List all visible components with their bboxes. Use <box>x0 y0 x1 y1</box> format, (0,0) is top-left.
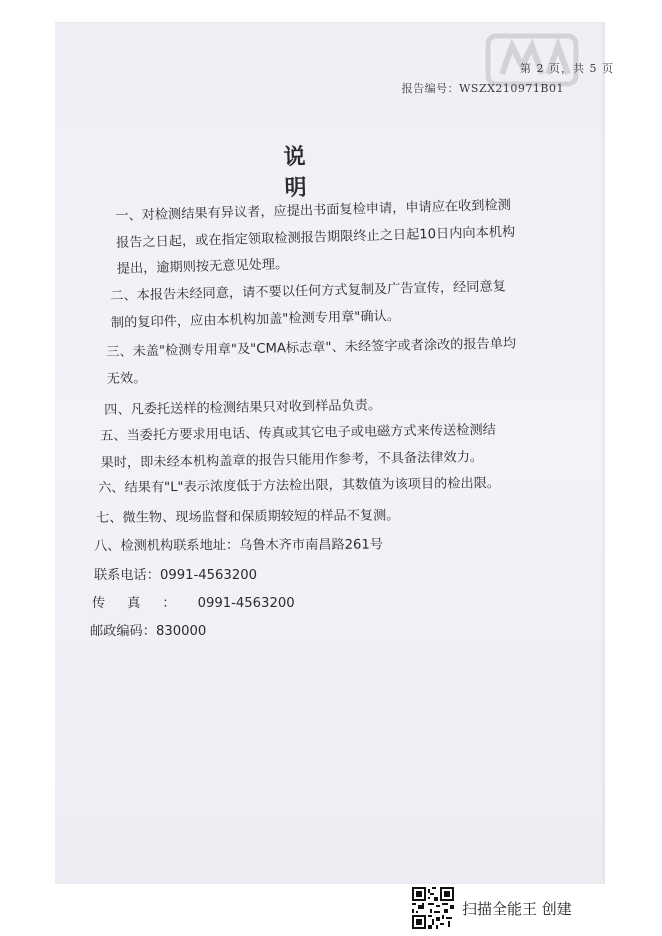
clause-line: 八、检测机构联系地址：乌鲁木齐市南昌路261号 <box>94 537 384 554</box>
clause-6 <box>98 470 558 502</box>
document-title: 说明 <box>283 141 366 202</box>
clause-line: 制的复印件，应由本机构加盖"检测专用章"确认。 <box>110 308 401 331</box>
postcode-value: 830000 <box>155 624 207 639</box>
clause-line: 无效。 <box>106 370 147 387</box>
clause-8 <box>94 532 534 561</box>
qr-code-icon <box>412 887 454 929</box>
contact-postcode <box>90 620 206 639</box>
fax-value: 0991-4563200 <box>197 596 295 611</box>
clause-line: 提出，逾期则按无意见处理。 <box>116 257 289 277</box>
report-number-label: 报告编号： <box>401 82 460 95</box>
clause-2 <box>110 273 551 337</box>
clause-3 <box>106 331 549 393</box>
scanner-app-label: 扫描全能王 创建 <box>462 899 572 918</box>
contact-fax <box>92 592 295 611</box>
page-info: 第 2 页，共 5 页 <box>520 62 614 75</box>
phone-label: 联系电话： <box>94 568 160 583</box>
fax-label: 传真： <box>92 596 198 611</box>
clause-5 <box>100 417 547 477</box>
clause-line: 一、对检测结果有异议者，应提出书面复检申请，申请应在收到检测 <box>115 197 512 224</box>
clause-line: 报告之日起，或在指定领取检测报告期限终止之日起10日内向本机构 <box>115 224 516 251</box>
report-number <box>402 80 564 96</box>
clause-line: 二、本报告未经同意，请不要以任何方式复制及广告宣传，经同意复 <box>110 279 506 304</box>
clause-line: 七、微生物、现场监督和保质期较短的样品不复测。 <box>96 508 400 526</box>
postcode-label: 邮政编码： <box>90 624 156 639</box>
clause-7 <box>96 502 536 532</box>
scanner-footer <box>412 886 572 930</box>
clause-line: 果时，即未经本机构盖章的报告只能用作参考，不具备法律效力。 <box>100 449 484 471</box>
report-number-value: WSZX210971B01 <box>459 82 564 95</box>
clause-line: 五、当委托方要求用电话、传真或其它电子或电磁方式来传送检测结 <box>100 422 496 444</box>
clause-1 <box>115 192 547 283</box>
clause-line: 六、结果有"L"表示浓度低于方法检出限，其数值为该项目的检出限。 <box>98 476 501 496</box>
contact-phone <box>94 564 257 583</box>
phone-value: 0991-4563200 <box>159 568 257 583</box>
clause-line: 四、凡委托送样的检测结果只对收到样品负责。 <box>104 398 382 418</box>
clause-line: 三、未盖"检测专用章"及"CMA标志章"、未经签字或者涂改的报告单均 <box>106 336 517 360</box>
